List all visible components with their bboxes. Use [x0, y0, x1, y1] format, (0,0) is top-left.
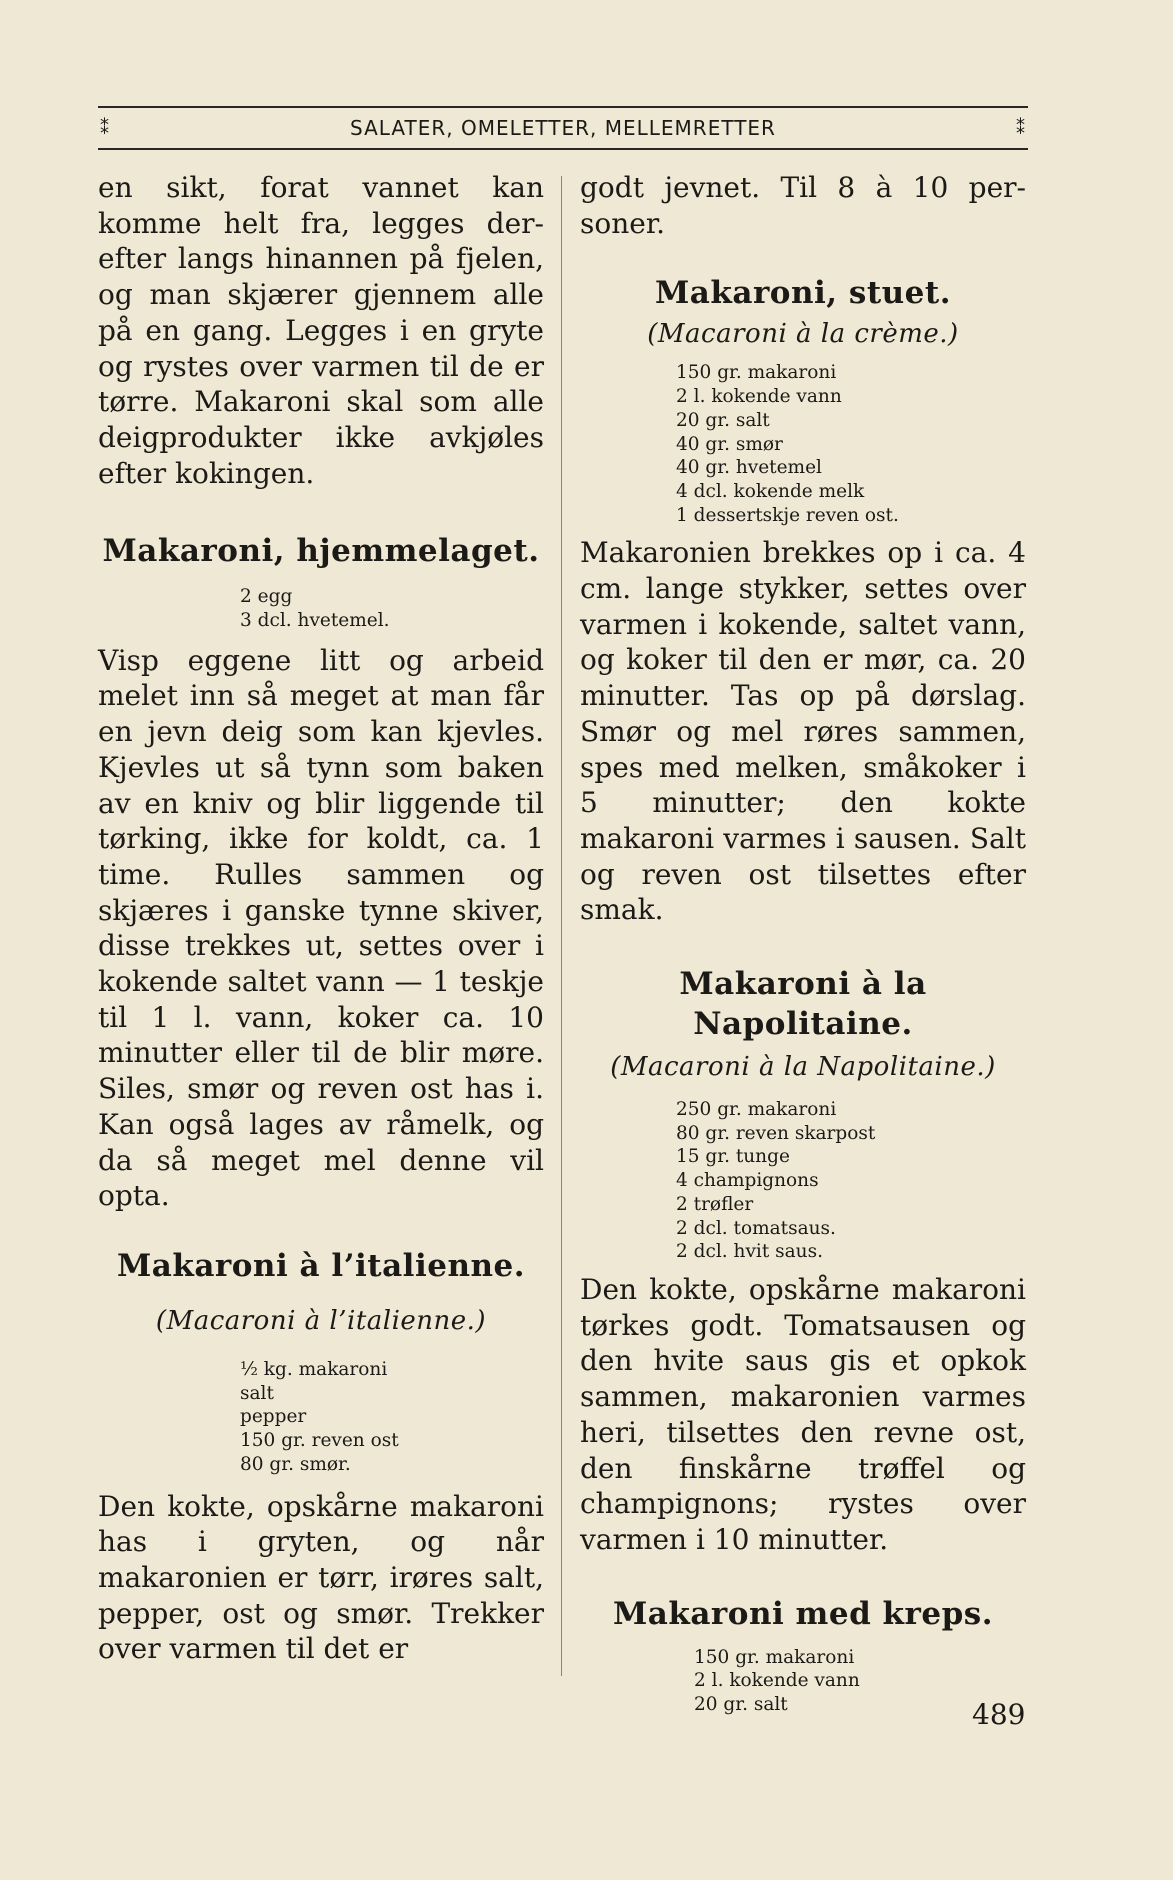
intro-paragraph-left: en sikt, forat vannet kan komme helt fra, legges derefter langs hinannen på fjelen, og man skjærer gjennem alle på en gang. Legges i en gryte og rystes over varmen til de er tørre. Makaroni skal som alle deigprodukter ikke avkjøles efter kokingen. [98, 171, 544, 490]
recipe-title-stuet: Makaroni, stuet. [654, 275, 952, 312]
page-number: 489 [972, 1698, 1026, 1731]
ingredient-item: 3 dcl. hvetemel. [240, 610, 390, 632]
ingredient-item: ½ kg. makaroni [240, 1358, 388, 1380]
ingredient-list-italienne [240, 1358, 544, 1477]
recipe-subtitle-stuet: (Macaroni à la crème.) [647, 319, 959, 350]
ingredient-item: 150 gr. makaroni [676, 362, 837, 384]
recipe-title-italienne: Makaroni à l’italienne. [116, 1247, 526, 1284]
right-column [580, 170, 1026, 1717]
ingredient-item: 2 trøfler [676, 1193, 754, 1215]
ornament-right-icon: ⁑ [1016, 117, 1026, 139]
ingredient-item: 80 gr. smør. [240, 1453, 351, 1475]
ingredient-list-hjemmelaget [240, 585, 544, 632]
ornament-left-icon: ⁑ [100, 117, 110, 139]
recipe-subtitle-italienne: (Macaroni à l’italienne.) [155, 1305, 487, 1336]
column-divider [561, 176, 562, 1676]
ingredient-item: 250 gr. makaroni [676, 1099, 837, 1121]
header-title: SALATER, OMELETTER, MELLEMRETTER [350, 116, 776, 140]
ingredient-item: 15 gr. tunge [676, 1146, 790, 1168]
recipe-text-hjemmelaget: Visp eggene litt og arbeid melet inn så meget at man får en jevn deig som kan kjevles. Kjevles ut så tynn som baken av en kniv og blir liggende til tørking, ikke for koldt, ca. 1 time. Rulles sammen og skjæres i ganske tynne skiver, disse trekkes ut, settes over i kokende saltet vann — 1 teskje til 1 l. vann, koker ca. 10 minutter eller til de blir møre. Siles, smør og reven ost has i. Kan også lages av råmelk, og da så meget mel denne vil opta. [98, 643, 544, 1213]
ingredient-list-napolitaine [676, 1098, 1026, 1264]
ingredient-item: 40 gr. hvetemel [676, 457, 822, 479]
ingredient-item: 2 l. kokende vann [694, 1670, 860, 1692]
ingredient-item: 20 gr. salt [694, 1694, 788, 1716]
recipe-text-stuet: Makaronien brekkes op i ca. 4 cm. lange stykker, settes over varmen i kokende, saltet vann, og koker til den er mør, ca. 20 minutter. Tas op på dørslag. Smør og mel røres sammen, spes med melken, småkoker i 5 minutter; den kokte makaroni varmes i sausen. Salt og reven ost tilsettes efter smak. [580, 536, 1026, 927]
ingredient-item: pepper [240, 1406, 307, 1428]
running-header [98, 106, 1028, 150]
ingredient-item: 150 gr. makaroni [694, 1646, 855, 1668]
ingredient-item: 2 dcl. tomatsaus. [676, 1217, 836, 1239]
ingredient-item: 20 gr. salt [676, 409, 770, 431]
ingredient-item: 4 champignons [676, 1170, 819, 1192]
ingredient-item: 150 gr. reven ost [240, 1430, 399, 1452]
recipe-subtitle-napolitaine: (Macaroni à la Napolitaine.) [610, 1052, 996, 1083]
ingredient-item: 40 gr. smør [676, 433, 783, 455]
ingredient-item: 2 l. kokende vann [676, 386, 842, 408]
intro-paragraph-right: godt jevnet. Til 8 à 10 personer. [580, 171, 1026, 240]
ingredient-item: 2 dcl. hvit saus. [676, 1241, 823, 1263]
recipe-text-napolitaine: Den kokte, opskårne makaroni tørkes godt. Tomatsausen og den hvite saus gis et opkok sammen, makaronien varmes heri, tilsettes den revne ost, den finskårne trøffel og champignons; rystes over varmen i 10 minutter. [580, 1272, 1026, 1556]
recipe-title-napolitaine: Makaroni à la Napolitaine. [679, 966, 927, 1043]
ingredient-item: 4 dcl. kokende melk [676, 480, 865, 502]
left-column [98, 170, 544, 1667]
recipe-text-italienne: Den kokte, opskårne makaroni has i gryten, og når makaronien er tørr, irøres salt, pepper, ost og smør. Trekker over varmen til det er [98, 1489, 544, 1666]
ingredient-list-stuet [676, 361, 1026, 527]
recipe-title-kreps: Makaroni med kreps. [612, 1595, 994, 1632]
ingredient-item: 80 gr. reven skarpost [676, 1122, 876, 1144]
recipe-title-hjemmelaget: Makaroni, hjemmelaget. [102, 533, 540, 570]
ingredient-item: salt [240, 1382, 274, 1404]
ingredient-item: 1 dessertskje reven ost. [676, 504, 899, 526]
ingredient-item: 2 egg [240, 586, 293, 608]
